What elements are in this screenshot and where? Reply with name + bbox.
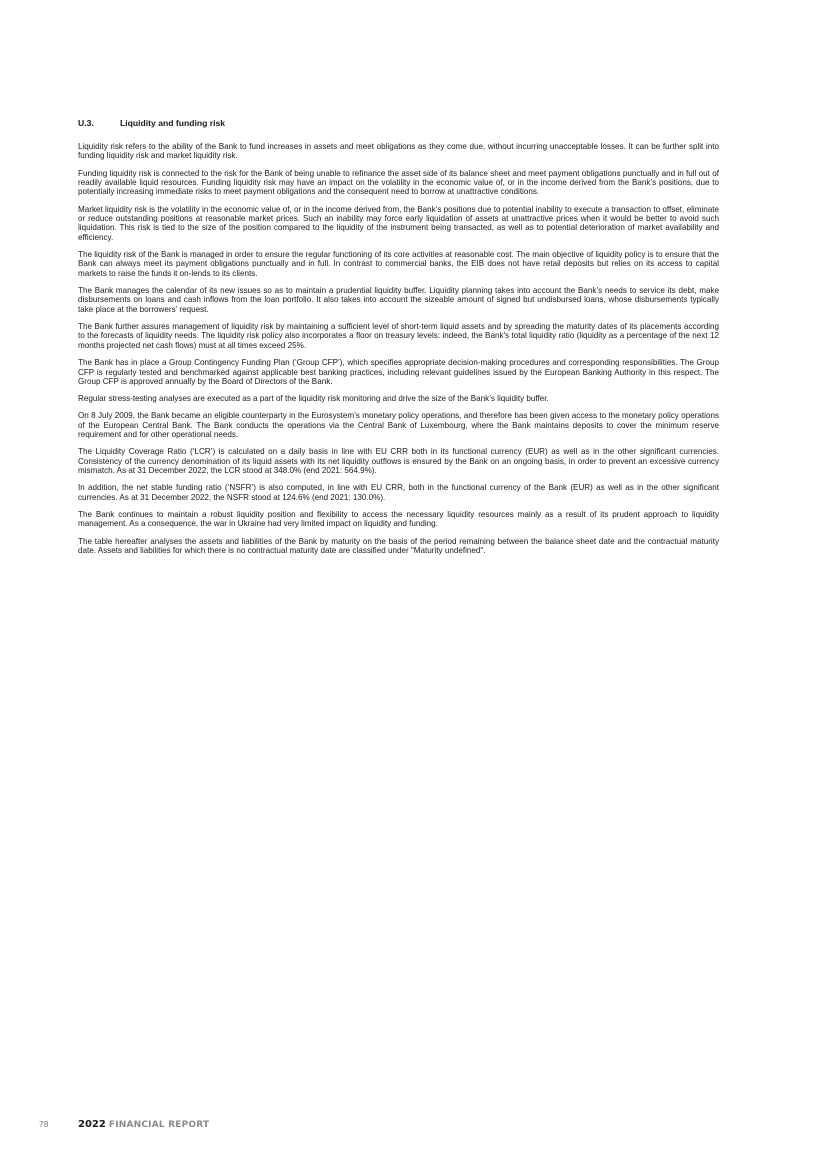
paragraph-issue-calendar: The Bank manages the calendar of its new issues so as to maintain a prudential liquidity buffer. Liquidity planning takes into account the Bank’s needs to service its debt, make disbursements on loans and cash inflows from the loan portfolio. It also takes into account the sizeable amount of signed but undisbursed loans, whose disbursements typically take place at the borrowers’ request. bbox=[78, 286, 719, 314]
paragraph-eurosystem-counterparty: On 8 July 2009, the Bank became an eligible counterparty in the Eurosystem’s monetary policy operations, and therefore has been given access to the monetary policy operations of the European Central Bank. The Bank conducts the operations via the Central Bank of Luxembourg, where the Bank maintains deposits to cover the minimum reserve requirement and for other operational needs. bbox=[78, 411, 719, 440]
paragraph-funding-liquidity-risk: Funding liquidity risk is connected to the risk for the Bank of being unable to refinance the asset side of its balance sheet and meet payment obligations punctually and in full out of readily available liquid resources. Funding liquidity risk may have an impact on the volatility in the economic value of, or in the income derived from the Bank’s positions, due to potentially increasing immediate risks to meet payment obligations and the consequent need to borrow at unattractive conditions. bbox=[78, 168, 719, 197]
report-title: FINANCIAL REPORT bbox=[108, 1120, 210, 1130]
section-title: Liquidity and funding risk bbox=[120, 118, 226, 128]
paragraph-lcr: The Liquidity Coverage Ratio (‘LCR’) is calculated on a daily basis in line with EU CRR both in its functional currency (EUR) as well as in the other significant currencies. Consistency of the currency denomination of its liquid assets with its net liquidity outflows is ensured by the Bank on an ongoing basis, in order to prevent an excessive currency mismatch. As at 31 December 2022, the LCR stood at 348.0% (end 2021: 564.9%). bbox=[78, 447, 719, 476]
page-number: 78 bbox=[39, 1119, 49, 1129]
page-footer bbox=[39, 1119, 209, 1130]
section-number: U.3. bbox=[78, 118, 94, 128]
paragraph-market-liquidity-risk: Market liquidity risk is the volatility in the economic value of, or in the income derived from, the Bank’s positions due to potential inability to execute a transaction to offset, eliminate or reduce outstanding positions at reasonable market prices. Such an inability may force early liquidation of assets at unattractive prices when it would be better to avoid such liquidation. This risk is tied to the size of the position compared to the liquidity of the instrument being transacted, as well as to potential deterioration of market availability and efficiency. bbox=[78, 204, 719, 242]
paragraph-maturity-table-intro: The table hereafter analyses the assets and liabilities of the Bank by maturity on the basis of the period remaining between the balance sheet date and the contractual maturity date. Assets and liabilities for which there is no contractual maturity date are classified under "Maturity undefined". bbox=[78, 536, 719, 555]
report-year: 2022 bbox=[78, 1119, 106, 1130]
main-content bbox=[78, 118, 719, 563]
paragraph-stress-testing: Regular stress-testing analyses are executed as a part of the liquidity risk monitoring and drive the size of the Bank’s liquidity buffer. bbox=[78, 394, 549, 404]
paragraph-liquidity-risk-definition: Liquidity risk refers to the ability of the Bank to fund increases in assets and meet obligations as they come due, without incurring unacceptable losses. It can be further split into funding liquidity risk and market liquidity risk. bbox=[78, 142, 719, 161]
paragraph-contingency-funding-plan: The Bank has in place a Group Contingency Funding Plan (‘Group CFP’), which specifies appropriate decision-making procedures and corresponding responsibilities. The Group CFP is regularly tested and benchmarked against applicable best banking practices, including relevant guidelines issued by the European Banking Authority in this respect. The Group CFP is approved annually by the Board of Directors of the Bank. bbox=[78, 358, 719, 386]
paragraph-liquidity-policy: The liquidity risk of the Bank is managed in order to ensure the regular functioning of its core activities at reasonable cost. The main objective of liquidity policy is to ensure that the Bank can always meet its payment obligations punctually and in full. In contrast to commercial banks, the EIB does not have retail deposits but relies on its access to capital markets to raise the funds it on-lends to its clients. bbox=[78, 250, 719, 278]
paragraph-robust-liquidity: The Bank continues to maintain a robust liquidity position and flexibility to access the necessary liquidity resources mainly as a result of its prudent approach to liquidity management. As a consequence, the war in Ukraine had very limited impact on liquidity and funding. bbox=[78, 509, 719, 529]
section-heading bbox=[78, 118, 719, 129]
paragraph-liquidity-management: The Bank further assures management of liquidity risk by maintaining a sufficient level of short-term liquid assets and by spreading the maturity dates of its placements according to the forecasts of liquidity needs. The liquidity risk policy also incorporates a floor on treasury levels: indeed, the Bank's total liquidity ratio (liquidity as a percentage of the next 12 months projected net cash flows) must at all times exceed 25%. bbox=[78, 322, 719, 350]
paragraph-nsfr: In addition, the net stable funding ratio (‘NSFR’) is also computed, in line with EU CRR, both in the functional currency of the Bank (EUR) as well as in the other significant currencies. As at 31 December 2022, the NSFR stood at 124.6% (end 2021: 130.0%). bbox=[78, 483, 719, 502]
